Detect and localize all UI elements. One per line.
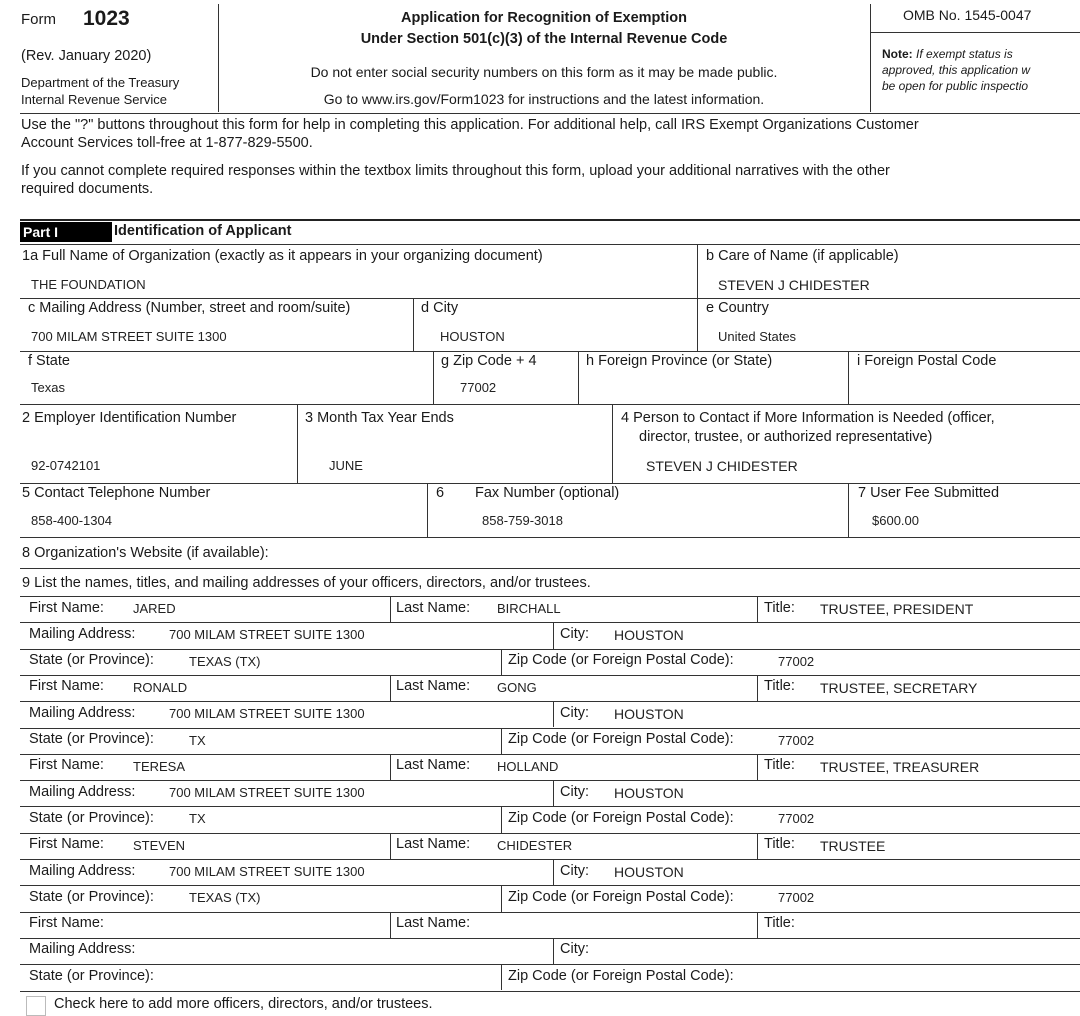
first-name-value[interactable]: RONALD bbox=[133, 679, 188, 695]
city-label: d City bbox=[421, 300, 459, 316]
org-name-label: 1a Full Name of Organization (exactly as it appears in your organizing document) bbox=[22, 248, 543, 264]
city-label: City: bbox=[560, 783, 589, 800]
zip-label: Zip Code (or Foreign Postal Code): bbox=[508, 888, 734, 905]
fax-number-label-num: 6 bbox=[436, 485, 445, 501]
user-fee-label: 7 User Fee Submitted bbox=[858, 485, 1000, 501]
mailing-address-value[interactable]: 700 MILAM STREET SUITE 1300 bbox=[31, 329, 227, 344]
state-label: f State bbox=[28, 353, 70, 369]
fax-label: Fax Number (optional) bbox=[475, 485, 620, 501]
title-value[interactable]: TRUSTEE, SECRETARY bbox=[820, 679, 978, 696]
tax-year-value[interactable]: JUNE bbox=[329, 458, 363, 473]
state-label: State (or Province): bbox=[29, 652, 154, 669]
first-name-label: First Name: bbox=[29, 915, 104, 932]
state-label: State (or Province): bbox=[29, 731, 154, 747]
user-fee-value[interactable]: $600.00 bbox=[872, 513, 919, 528]
country-value[interactable]: United States bbox=[718, 329, 797, 344]
form-revision: (Rev. January 2020) bbox=[21, 48, 152, 64]
title-value[interactable]: TRUSTEE, TREASURER bbox=[820, 758, 980, 775]
last-name-label: Last Name: bbox=[396, 836, 471, 853]
form-title: Application for Recognition of Exemption bbox=[401, 10, 687, 26]
zip-label: Zip Code (or Foreign Postal Code): bbox=[508, 967, 734, 984]
first-name-value[interactable]: STEVEN bbox=[133, 837, 186, 853]
intro-line-4: required documents. bbox=[21, 181, 154, 197]
last-name-value[interactable]: BIRCHALL bbox=[497, 601, 561, 616]
part-title: Identification of Applicant bbox=[114, 223, 292, 239]
first-name-label: First Name: bbox=[29, 599, 104, 616]
agency: Internal Revenue Service bbox=[21, 92, 167, 107]
title-value[interactable]: TRUSTEE bbox=[820, 837, 886, 854]
city-value[interactable]: HOUSTON bbox=[614, 864, 684, 880]
city-label: City: bbox=[560, 704, 589, 721]
city-label: City: bbox=[560, 941, 589, 958]
mailing-address-label: Mailing Address: bbox=[29, 783, 136, 800]
mailing-address-label: Mailing Address: bbox=[29, 941, 136, 958]
care-of-name-value[interactable]: STEVEN J CHIDESTER bbox=[718, 277, 870, 293]
city-value[interactable]: HOUSTON bbox=[614, 627, 684, 644]
zip-value[interactable]: 77002 bbox=[778, 653, 815, 669]
ein-label: 2 Employer Identification Number bbox=[22, 410, 237, 426]
instructions-link[interactable]: Go to www.irs.gov/Form1023 for instructions and the latest information. bbox=[323, 91, 765, 107]
contact-person-value[interactable]: STEVEN J CHIDESTER bbox=[646, 458, 798, 474]
city-label: City: bbox=[560, 862, 589, 879]
public-inspection-note: Note: If exempt status is approved, this application w be open for public inspectio bbox=[882, 47, 1031, 93]
city-value[interactable]: HOUSTON bbox=[614, 785, 684, 802]
foreign-province-label: h Foreign Province (or State) bbox=[586, 353, 773, 369]
zip-value[interactable]: 77002 bbox=[778, 732, 815, 748]
first-name-label: First Name: bbox=[29, 836, 104, 853]
mailing-address-label: Mailing Address: bbox=[29, 704, 136, 721]
zip-value[interactable]: 77002 bbox=[778, 890, 815, 906]
zip-label: Zip Code (or Foreign Postal Code): bbox=[508, 652, 734, 669]
form-number: 1023 bbox=[83, 7, 130, 30]
state-value[interactable]: TEXAS (TX) bbox=[189, 653, 261, 669]
state-value[interactable]: TEXAS (TX) bbox=[189, 890, 261, 906]
fax-value[interactable]: 858-759-3018 bbox=[482, 513, 563, 528]
first-name-label: First Name: bbox=[29, 757, 104, 774]
city-value[interactable]: HOUSTON bbox=[440, 329, 505, 344]
state-value[interactable]: Texas bbox=[31, 380, 65, 395]
state-label: State (or Province): bbox=[29, 809, 154, 826]
mailing-address-value[interactable]: 700 MILAM STREET SUITE 1300 bbox=[169, 706, 365, 722]
zip-label: g Zip Code + 4 bbox=[441, 353, 537, 369]
zip-value[interactable]: 77002 bbox=[778, 811, 815, 827]
state-value[interactable]: TX bbox=[189, 732, 206, 748]
title-value[interactable]: TRUSTEE, PRESIDENT bbox=[820, 601, 974, 617]
mailing-address-label: Mailing Address: bbox=[29, 625, 136, 642]
ein-value[interactable]: 92-0742101 bbox=[31, 458, 101, 473]
mailing-address-value[interactable]: 700 MILAM STREET SUITE 1300 bbox=[169, 785, 365, 801]
add-officers-checkbox[interactable] bbox=[26, 996, 46, 1016]
mailing-address-label: c Mailing Address (Number, street and room/suite) bbox=[28, 300, 351, 316]
tax-year-label: 3 Month Tax Year Ends bbox=[305, 410, 454, 426]
country-label: e Country bbox=[706, 300, 769, 316]
foreign-postal-label: i Foreign Postal Code bbox=[857, 353, 997, 369]
state-label: State (or Province): bbox=[29, 967, 154, 984]
omb-number: OMB No. 1545-0047 bbox=[903, 7, 1032, 23]
first-name-value[interactable]: TERESA bbox=[133, 758, 186, 774]
city-label: City: bbox=[560, 625, 589, 642]
title-label: Title: bbox=[764, 678, 795, 695]
last-name-value[interactable]: HOLLAND bbox=[497, 758, 559, 774]
state-label: State (or Province): bbox=[29, 888, 154, 905]
title-label: Title: bbox=[764, 599, 795, 616]
add-officers-label: Check here to add more officers, directors, and/or trustees. bbox=[54, 996, 433, 1012]
mailing-address-label: Mailing Address: bbox=[29, 862, 136, 879]
care-of-name-label: b Care of Name (if applicable) bbox=[706, 248, 899, 264]
contact-person-label-2: director, trustee, or authorized representative) bbox=[639, 429, 933, 445]
form-word: Form bbox=[21, 11, 56, 28]
zip-label: Zip Code (or Foreign Postal Code): bbox=[508, 809, 734, 826]
phone-label: 5 Contact Telephone Number bbox=[22, 485, 211, 501]
title-label: Title: bbox=[764, 757, 795, 774]
first-name-value[interactable]: JARED bbox=[133, 601, 176, 616]
last-name-label: Last Name: bbox=[396, 599, 471, 616]
contact-person-label-1: 4 Person to Contact if More Information is Needed (officer, bbox=[621, 410, 995, 426]
intro-line-3: If you cannot complete required responses within the textbox limits throughout this form, upload your additional narratives with the other bbox=[21, 163, 890, 179]
form-subtitle: Under Section 501(c)(3) of the Internal Revenue Code bbox=[360, 31, 728, 47]
title-label: Title: bbox=[764, 915, 795, 932]
last-name-label: Last Name: bbox=[396, 678, 471, 695]
last-name-value[interactable]: GONG bbox=[497, 679, 537, 695]
title-label: Title: bbox=[764, 836, 795, 853]
last-name-label: Last Name: bbox=[396, 915, 471, 932]
zip-label: Zip Code (or Foreign Postal Code): bbox=[508, 731, 734, 747]
city-value[interactable]: HOUSTON bbox=[614, 706, 684, 723]
last-name-label: Last Name: bbox=[396, 757, 471, 774]
officers-list-label: 9 List the names, titles, and mailing addresses of your officers, directors, and/or trustees. bbox=[22, 575, 591, 591]
org-name-value[interactable]: THE FOUNDATION bbox=[31, 277, 146, 292]
phone-value[interactable]: 858-400-1304 bbox=[31, 513, 112, 528]
mailing-address-value[interactable]: 700 MILAM STREET SUITE 1300 bbox=[169, 864, 365, 879]
intro-line-2: Account Services toll-free at 1-877-829-5500. bbox=[21, 135, 313, 151]
state-value[interactable]: TX bbox=[189, 811, 206, 827]
mailing-address-value[interactable]: 700 MILAM STREET SUITE 1300 bbox=[169, 627, 365, 643]
department: Department of the Treasury bbox=[21, 75, 180, 90]
first-name-label: First Name: bbox=[29, 678, 104, 695]
zip-value[interactable]: 77002 bbox=[460, 380, 497, 395]
part-label: Part I bbox=[20, 222, 112, 242]
ssn-notice: Do not enter social security numbers on this form as it may be made public. bbox=[310, 64, 778, 80]
last-name-value[interactable]: CHIDESTER bbox=[497, 837, 573, 853]
website-label: 8 Organization's Website (if available): bbox=[22, 545, 269, 561]
intro-line-1: Use the "?" buttons throughout this form for help in completing this application. For additional help, call IRS Exempt Organizations Customer bbox=[21, 117, 919, 133]
